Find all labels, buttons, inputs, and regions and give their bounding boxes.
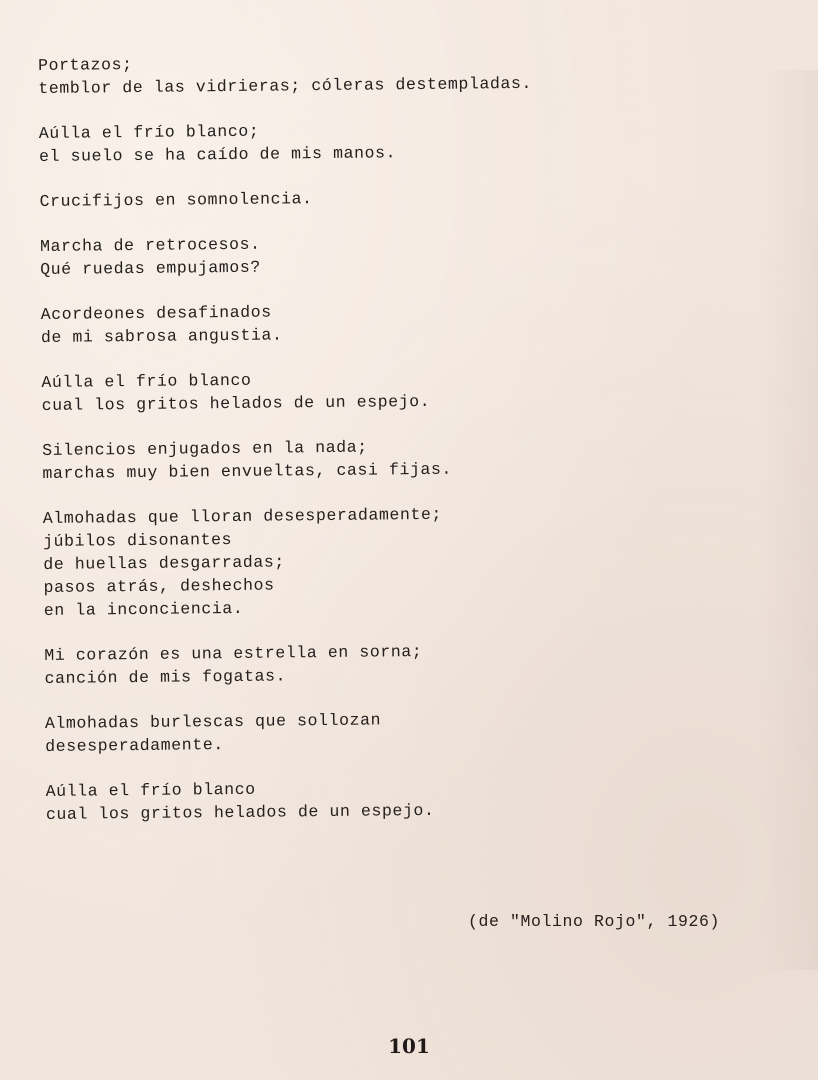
poem-line: de mi sabrosa angustia. — [40, 325, 283, 347]
stanza-5 — [41, 296, 721, 349]
poem-line: Qué ruedas empujamos? — [40, 257, 261, 279]
poem-line: Silencios enjugados en la nada; — [42, 437, 368, 460]
stanza-7 — [42, 432, 722, 485]
stanza-6 — [41, 364, 721, 417]
poem-line: canción de mis fogatas. — [44, 666, 287, 688]
poem-line: marchas muy bien envueltas, casi fijas. — [42, 459, 453, 483]
poem-line: Aúlla el frío blanco — [45, 779, 256, 801]
bleed-through-shadow — [760, 70, 818, 970]
poem-line: Almohadas que lloran desesperadamente; — [42, 504, 443, 528]
poem-line: cual los gritos helados de un espejo. — [41, 391, 431, 415]
poem-line: Acordeones desafinados — [40, 302, 272, 324]
source-citation: (de "Molino Rojo", 1926) — [468, 912, 721, 931]
poem-line: Almohadas burlescas que sollozan — [44, 710, 382, 733]
stanza-8 — [43, 500, 724, 622]
stanza-1 — [38, 47, 718, 100]
poem-line: júbilos disonantes — [43, 529, 233, 551]
stanza-10 — [45, 705, 725, 758]
poem-line: Portazos; — [38, 55, 133, 75]
stanza-11 — [46, 773, 726, 826]
stanza-9 — [44, 637, 724, 690]
poem-line: Aúlla el frío blanco — [41, 370, 252, 392]
poem-line: en la inconciencia. — [43, 598, 244, 620]
stanza-4 — [40, 228, 720, 281]
stanza-2 — [39, 115, 719, 168]
page-number: 101 — [388, 1034, 430, 1058]
stanza-3 — [39, 183, 719, 213]
poem-line: el suelo se ha caído de mis manos. — [38, 143, 397, 166]
poem-line: Aúlla el frío blanco; — [38, 121, 260, 143]
poem-line: pasos atrás, deshechos — [43, 575, 275, 597]
poem-body — [38, 47, 726, 848]
poem-line: de huellas desgarradas; — [43, 552, 285, 574]
poem-line: cual los gritos helados de un espejo. — [45, 800, 435, 824]
poem-line: Marcha de retrocesos. — [39, 234, 261, 256]
poem-line: Mi corazón es una estrella en sorna; — [44, 642, 423, 665]
poem-line: Crucifijos en somnolencia. — [39, 189, 313, 211]
poem-line: desesperadamente. — [45, 735, 224, 756]
poem-line: temblor de las vidrieras; cóleras destempladas. — [38, 73, 533, 98]
